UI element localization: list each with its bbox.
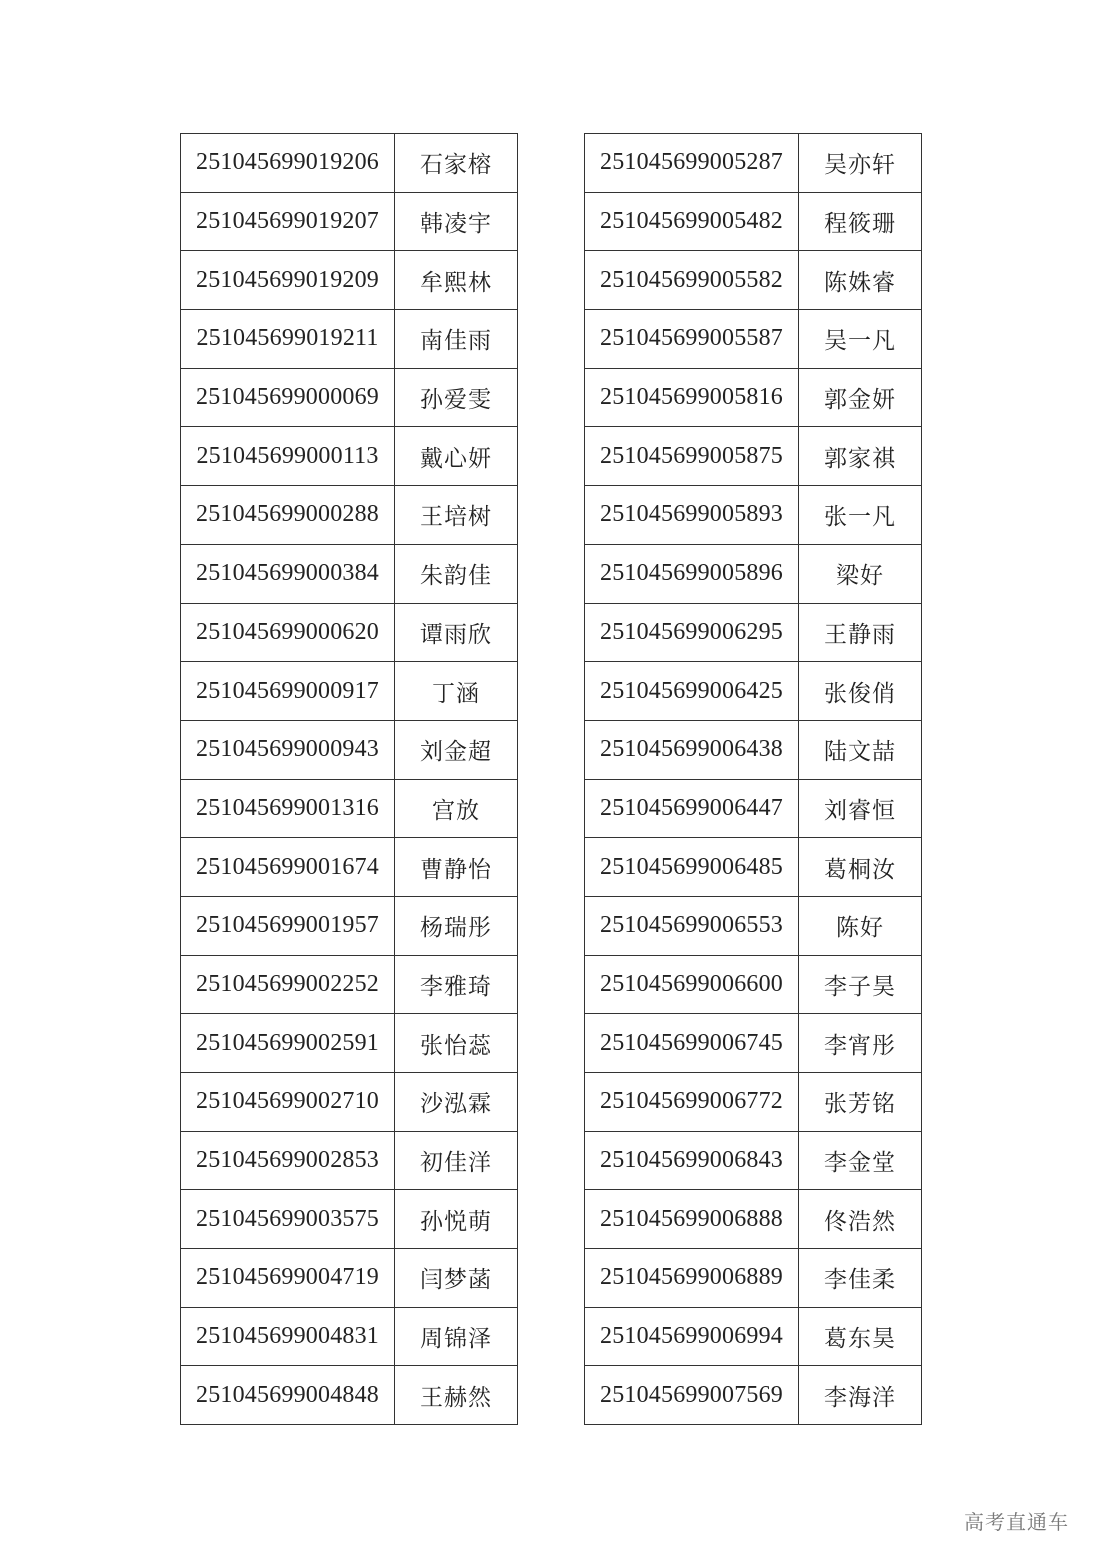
table-row	[585, 310, 922, 369]
table-row	[181, 720, 518, 779]
student-name-cell: 梁好	[799, 544, 922, 603]
student-name-cell: 李佳柔	[799, 1249, 922, 1308]
exam-number-cell: 251045699006447	[585, 779, 799, 838]
table-row	[585, 779, 922, 838]
table-row	[585, 192, 922, 251]
student-name-cell: 李海洋	[799, 1366, 922, 1425]
student-name-cell: 周锦泽	[395, 1307, 518, 1366]
student-name-cell: 王培树	[395, 486, 518, 545]
exam-number-cell: 251045699002710	[181, 1073, 395, 1132]
exam-number-cell: 251045699005896	[585, 544, 799, 603]
table-row	[181, 310, 518, 369]
student-name-cell: 李金堂	[799, 1131, 922, 1190]
student-name-cell: 孙悦萌	[395, 1190, 518, 1249]
table-row	[585, 1307, 922, 1366]
student-name-cell: 张一凡	[799, 486, 922, 545]
table-row	[181, 368, 518, 427]
table-row	[181, 779, 518, 838]
student-name-cell: 李宵彤	[799, 1014, 922, 1073]
exam-number-cell: 251045699019207	[181, 192, 395, 251]
exam-number-cell: 251045699006843	[585, 1131, 799, 1190]
table-row	[585, 544, 922, 603]
student-name-cell: 丁涵	[395, 662, 518, 721]
student-name-cell: 南佳雨	[395, 310, 518, 369]
table-row	[585, 838, 922, 897]
table-row	[181, 134, 518, 193]
student-name-cell: 程筱珊	[799, 192, 922, 251]
table-row	[181, 1307, 518, 1366]
table-row	[585, 134, 922, 193]
table-row	[181, 603, 518, 662]
student-name-cell: 韩凌宇	[395, 192, 518, 251]
watermark-text: 高考直通车	[964, 1510, 1069, 1534]
exam-number-cell: 251045699005287	[585, 134, 799, 193]
table-row	[181, 896, 518, 955]
table-row	[181, 251, 518, 310]
student-name-cell: 朱韵佳	[395, 544, 518, 603]
exam-number-cell: 251045699005587	[585, 310, 799, 369]
student-name-cell: 沙泓霖	[395, 1073, 518, 1132]
exam-number-cell: 251045699006889	[585, 1249, 799, 1308]
student-name-cell: 张芳铭	[799, 1073, 922, 1132]
table-row	[585, 251, 922, 310]
table-row	[181, 1014, 518, 1073]
table-row	[181, 427, 518, 486]
exam-number-cell: 251045699002853	[181, 1131, 395, 1190]
table-row	[181, 1249, 518, 1308]
table-row	[585, 486, 922, 545]
exam-number-cell: 251045699006295	[585, 603, 799, 662]
exam-number-cell: 251045699001957	[181, 896, 395, 955]
student-name-cell: 石家榕	[395, 134, 518, 193]
table-row	[181, 486, 518, 545]
table-row	[585, 1366, 922, 1425]
table-row	[585, 896, 922, 955]
exam-number-cell: 251045699006438	[585, 720, 799, 779]
student-name-cell: 郭金妍	[799, 368, 922, 427]
table-row	[181, 662, 518, 721]
student-name-cell: 闫梦菡	[395, 1249, 518, 1308]
exam-number-cell: 251045699005816	[585, 368, 799, 427]
exam-number-cell: 251045699004719	[181, 1249, 395, 1308]
exam-number-cell: 251045699001674	[181, 838, 395, 897]
student-name-cell: 杨瑞彤	[395, 896, 518, 955]
exam-number-cell: 251045699019206	[181, 134, 395, 193]
exam-number-cell: 251045699006888	[585, 1190, 799, 1249]
exam-number-cell: 251045699006994	[585, 1307, 799, 1366]
table-row	[585, 368, 922, 427]
student-name-cell: 陆文喆	[799, 720, 922, 779]
table-row	[585, 427, 922, 486]
table-row	[181, 838, 518, 897]
table-row	[181, 1366, 518, 1425]
student-table-right	[584, 133, 922, 1425]
exam-number-cell: 251045699000943	[181, 720, 395, 779]
exam-number-cell: 251045699006772	[585, 1073, 799, 1132]
exam-number-cell: 251045699000113	[181, 427, 395, 486]
exam-number-cell: 251045699000620	[181, 603, 395, 662]
student-name-cell: 张俊俏	[799, 662, 922, 721]
student-name-cell: 陈好	[799, 896, 922, 955]
table-row	[181, 955, 518, 1014]
student-name-cell: 宫放	[395, 779, 518, 838]
exam-number-cell: 251045699000288	[181, 486, 395, 545]
table-row	[181, 1073, 518, 1132]
exam-number-cell: 251045699006600	[585, 955, 799, 1014]
student-name-cell: 曹静怡	[395, 838, 518, 897]
student-name-cell: 陈姝睿	[799, 251, 922, 310]
student-name-cell: 吴一凡	[799, 310, 922, 369]
exam-number-cell: 251045699003575	[181, 1190, 395, 1249]
exam-number-cell: 251045699019211	[181, 310, 395, 369]
exam-number-cell: 251045699000069	[181, 368, 395, 427]
student-name-cell: 戴心妍	[395, 427, 518, 486]
exam-number-cell: 251045699000384	[181, 544, 395, 603]
exam-number-cell: 251045699005893	[585, 486, 799, 545]
exam-number-cell: 251045699000917	[181, 662, 395, 721]
table-row	[181, 544, 518, 603]
student-table-left	[180, 133, 518, 1425]
table-row	[585, 662, 922, 721]
table-row	[585, 1014, 922, 1073]
exam-number-cell: 251045699006745	[585, 1014, 799, 1073]
exam-number-cell: 251045699006553	[585, 896, 799, 955]
table-row	[181, 1131, 518, 1190]
exam-number-cell: 251045699004831	[181, 1307, 395, 1366]
student-name-cell: 张怡蕊	[395, 1014, 518, 1073]
exam-number-cell: 251045699005582	[585, 251, 799, 310]
student-name-cell: 谭雨欣	[395, 603, 518, 662]
student-name-cell: 佟浩然	[799, 1190, 922, 1249]
table-row	[585, 1131, 922, 1190]
student-name-cell: 刘睿恒	[799, 779, 922, 838]
exam-number-cell: 251045699001316	[181, 779, 395, 838]
exam-number-cell: 251045699005482	[585, 192, 799, 251]
table-row	[181, 1190, 518, 1249]
exam-number-cell: 251045699005875	[585, 427, 799, 486]
student-name-cell: 李雅琦	[395, 955, 518, 1014]
student-name-cell: 吴亦轩	[799, 134, 922, 193]
exam-number-cell: 251045699006425	[585, 662, 799, 721]
student-name-cell: 刘金超	[395, 720, 518, 779]
student-name-cell: 葛桐汝	[799, 838, 922, 897]
exam-number-cell: 251045699007569	[585, 1366, 799, 1425]
table-row	[585, 603, 922, 662]
student-name-cell: 孙爱雯	[395, 368, 518, 427]
student-name-cell: 郭家祺	[799, 427, 922, 486]
exam-number-cell: 251045699006485	[585, 838, 799, 897]
table-row	[181, 192, 518, 251]
table-row	[585, 955, 922, 1014]
student-name-cell: 葛东昊	[799, 1307, 922, 1366]
student-name-cell: 李子昊	[799, 955, 922, 1014]
student-name-cell: 初佳洋	[395, 1131, 518, 1190]
student-name-cell: 王静雨	[799, 603, 922, 662]
exam-number-cell: 251045699004848	[181, 1366, 395, 1425]
student-name-cell: 牟熙林	[395, 251, 518, 310]
exam-number-cell: 251045699019209	[181, 251, 395, 310]
exam-number-cell: 251045699002591	[181, 1014, 395, 1073]
exam-number-cell: 251045699002252	[181, 955, 395, 1014]
table-row	[585, 1190, 922, 1249]
student-name-cell: 王赫然	[395, 1366, 518, 1425]
table-row	[585, 1073, 922, 1132]
table-row	[585, 720, 922, 779]
table-row	[585, 1249, 922, 1308]
